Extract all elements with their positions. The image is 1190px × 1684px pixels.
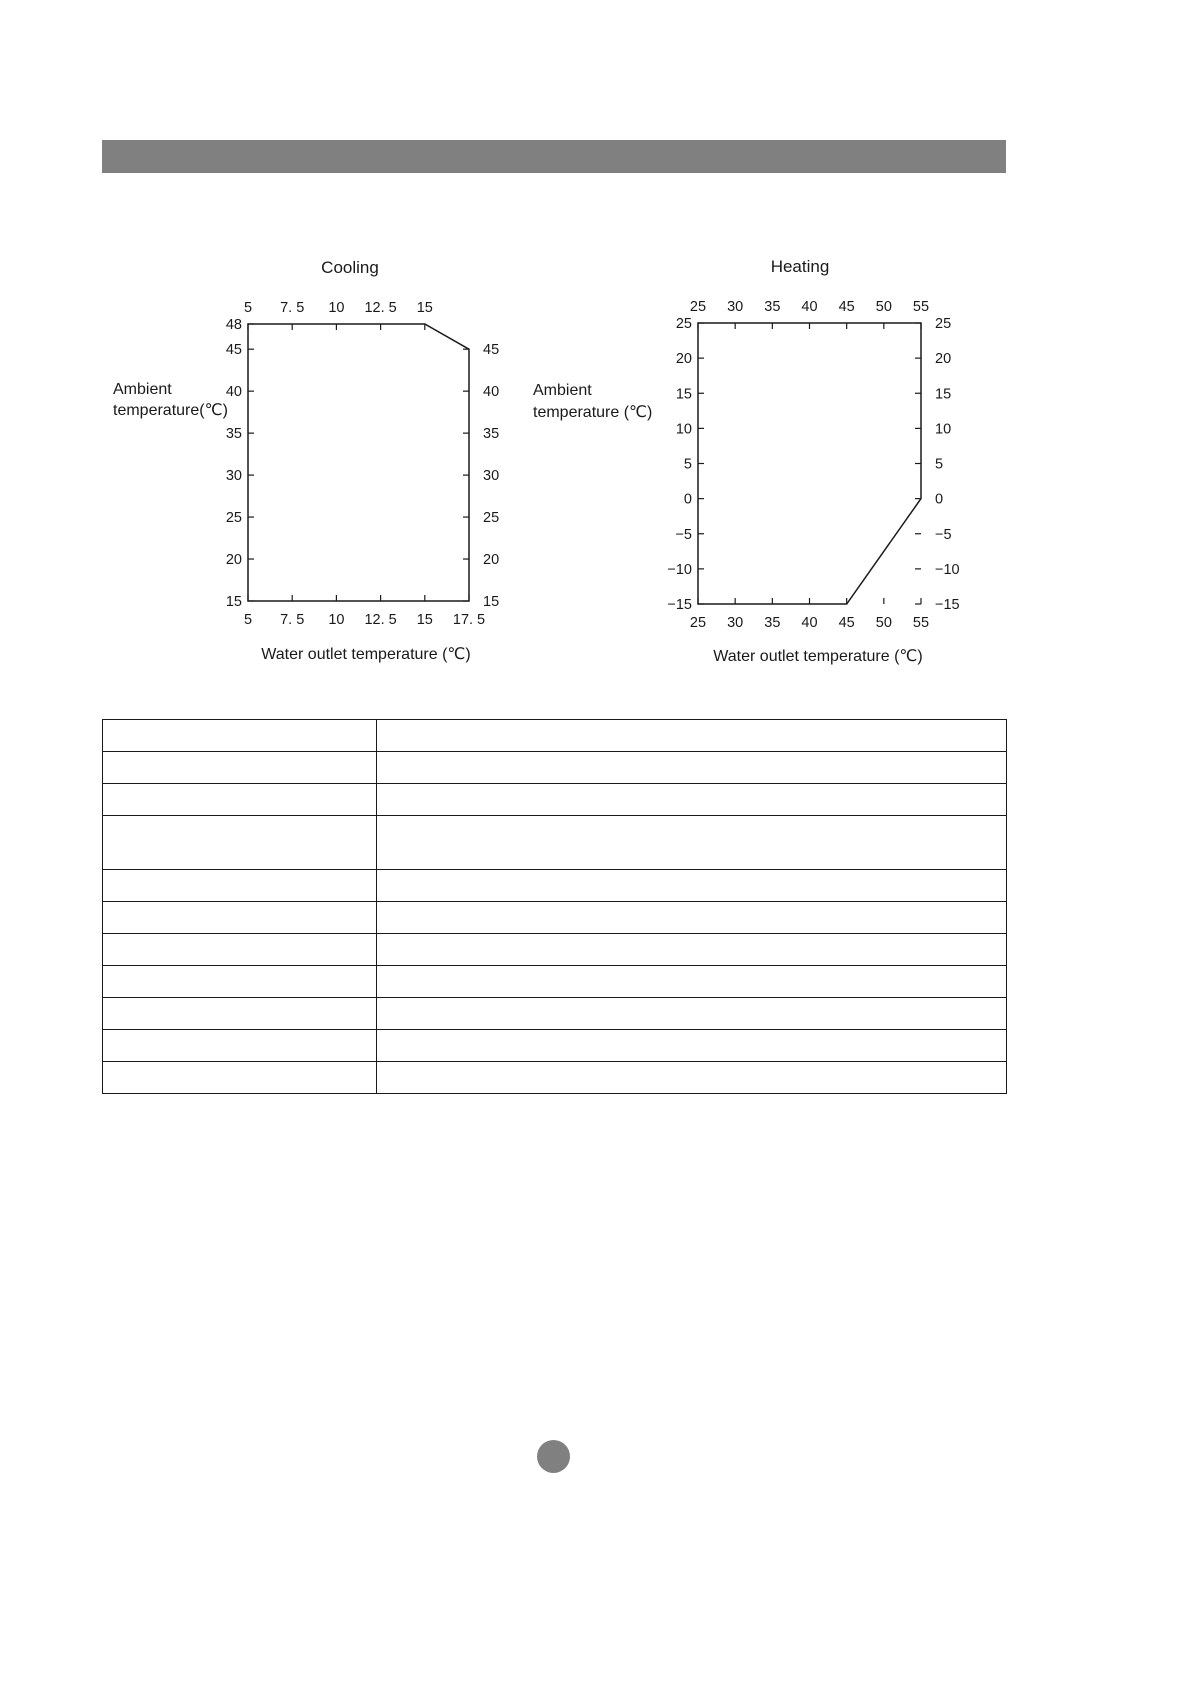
cooling-right-tick-label: 45 bbox=[483, 342, 500, 359]
table-row bbox=[103, 720, 1007, 752]
table-cell bbox=[377, 720, 1007, 752]
heating-right-tick-label: 15 bbox=[935, 386, 952, 403]
table-cell bbox=[103, 816, 377, 870]
heating-y-axis-label: Ambient temperature (℃) bbox=[533, 382, 653, 421]
table-row bbox=[103, 784, 1007, 816]
table-row bbox=[103, 816, 1007, 870]
cooling-left-tick-label: 35 bbox=[225, 426, 242, 443]
cooling-top-tick-label: 15 bbox=[416, 300, 433, 316]
heating-bottom-tick-label: 30 bbox=[727, 615, 744, 631]
cooling-left-tick-label: 48 bbox=[225, 317, 242, 333]
heating-top-tick-label: 30 bbox=[727, 299, 744, 315]
table-row bbox=[103, 752, 1007, 784]
table-row bbox=[103, 934, 1007, 966]
table-cell bbox=[103, 934, 377, 966]
cooling-left-tick-label: 15 bbox=[225, 594, 242, 610]
heating-bottom-tick-label: 55 bbox=[912, 615, 930, 631]
cooling-left-tick-label: 45 bbox=[225, 342, 242, 359]
heating-left-tick-label: 0 bbox=[683, 491, 692, 508]
heating-top-tick-label: 45 bbox=[838, 299, 855, 315]
table-row bbox=[103, 870, 1007, 902]
heating-left-tick-label: −10 bbox=[667, 561, 692, 578]
page-number-badge bbox=[537, 1440, 570, 1473]
cooling-bottom-tick-label: 12. 5 bbox=[364, 612, 397, 628]
heating-left-tick-label: −5 bbox=[675, 526, 692, 543]
heating-left-tick-label: 5 bbox=[683, 456, 692, 473]
heating-x-axis-label: Water outlet temperature (℃) bbox=[713, 648, 923, 665]
table-cell bbox=[103, 720, 377, 752]
cooling-right-tick-label: 30 bbox=[483, 468, 500, 485]
table-cell bbox=[377, 784, 1007, 816]
cooling-left-tick-label: 30 bbox=[225, 468, 242, 485]
table-cell bbox=[377, 934, 1007, 966]
cooling-right-tick-label: 35 bbox=[483, 426, 500, 443]
heating-top-tick-label: 35 bbox=[764, 299, 781, 315]
heating-right-tick-label: 0 bbox=[935, 491, 944, 508]
table-cell bbox=[103, 902, 377, 934]
table-cell bbox=[103, 1030, 377, 1062]
heating-top-tick-label: 50 bbox=[875, 299, 892, 315]
cooling-left-tick-label: 20 bbox=[225, 552, 242, 569]
cooling-right-tick-label: 25 bbox=[483, 510, 500, 527]
heating-range-outline bbox=[698, 323, 921, 604]
table-cell bbox=[377, 870, 1007, 902]
heating-left-tick-label: 10 bbox=[675, 421, 692, 438]
heating-right-tick-label: 25 bbox=[935, 316, 952, 332]
heating-bottom-tick-label: 35 bbox=[764, 615, 781, 631]
heating-bottom-tick-label: 40 bbox=[801, 615, 818, 631]
cooling-right-tick-label: 20 bbox=[483, 552, 500, 569]
cooling-bottom-tick-label: 15 bbox=[416, 612, 433, 628]
cooling-bottom-tick-label: 10 bbox=[328, 612, 345, 628]
table-cell bbox=[377, 816, 1007, 870]
table-row bbox=[103, 1030, 1007, 1062]
cooling-right-tick-label: 15 bbox=[483, 594, 500, 610]
table-row bbox=[103, 998, 1007, 1030]
cooling-x-axis-label: Water outlet temperature (℃) bbox=[261, 646, 471, 663]
table-cell bbox=[377, 752, 1007, 784]
table-cell bbox=[103, 998, 377, 1030]
table-cell bbox=[377, 1030, 1007, 1062]
heating-left-tick-label: 20 bbox=[675, 351, 692, 368]
heating-right-tick-label: 20 bbox=[935, 351, 952, 368]
spec-table bbox=[102, 719, 1007, 1094]
table-cell bbox=[103, 784, 377, 816]
table-row bbox=[103, 1062, 1007, 1094]
heating-bottom-tick-label: 45 bbox=[838, 615, 855, 631]
table-cell bbox=[377, 1062, 1007, 1094]
cooling-top-tick-label: 10 bbox=[328, 300, 345, 316]
heating-bottom-tick-label: 25 bbox=[689, 615, 707, 631]
cooling-top-tick-label: 12. 5 bbox=[364, 300, 397, 316]
heating-right-tick-label: −10 bbox=[935, 561, 960, 578]
table-row bbox=[103, 902, 1007, 934]
cooling-bottom-tick-label: 5 bbox=[243, 612, 253, 628]
heating-right-tick-label: 10 bbox=[935, 421, 952, 438]
heating-right-tick-label: −15 bbox=[935, 597, 960, 613]
heating-right-tick-label: −5 bbox=[935, 526, 952, 543]
heating-top-tick-label: 55 bbox=[912, 299, 930, 315]
cooling-left-tick-label: 25 bbox=[225, 510, 242, 527]
cooling-y-axis-label: Ambient temperature(℃) bbox=[113, 381, 228, 419]
cooling-top-tick-label: 7. 5 bbox=[280, 300, 305, 316]
heating-right-tick-label: 5 bbox=[935, 456, 944, 473]
table-cell bbox=[377, 998, 1007, 1030]
heating-left-tick-label: 25 bbox=[675, 316, 692, 332]
heating-bottom-tick-label: 50 bbox=[875, 615, 892, 631]
heating-left-tick-label: −15 bbox=[667, 597, 692, 613]
cooling-left-tick-label: 40 bbox=[225, 384, 242, 401]
cooling-bottom-tick-label: 7. 5 bbox=[280, 612, 305, 628]
heating-top-tick-label: 40 bbox=[801, 299, 818, 315]
table-cell bbox=[377, 902, 1007, 934]
table-cell bbox=[377, 966, 1007, 998]
cooling-range-outline bbox=[248, 324, 469, 601]
table-row bbox=[103, 966, 1007, 998]
cooling-chart-title: Cooling bbox=[321, 258, 379, 277]
heating-left-tick-label: 15 bbox=[675, 386, 692, 403]
table-cell bbox=[103, 752, 377, 784]
table-cell bbox=[103, 1062, 377, 1094]
heating-chart-title: Heating bbox=[770, 257, 830, 276]
table-cell bbox=[103, 966, 377, 998]
table-cell bbox=[103, 870, 377, 902]
heating-top-tick-label: 25 bbox=[689, 299, 707, 315]
cooling-right-tick-label: 40 bbox=[483, 384, 500, 401]
cooling-bottom-tick-label: 17. 5 bbox=[452, 612, 486, 628]
cooling-top-tick-label: 5 bbox=[243, 300, 253, 316]
